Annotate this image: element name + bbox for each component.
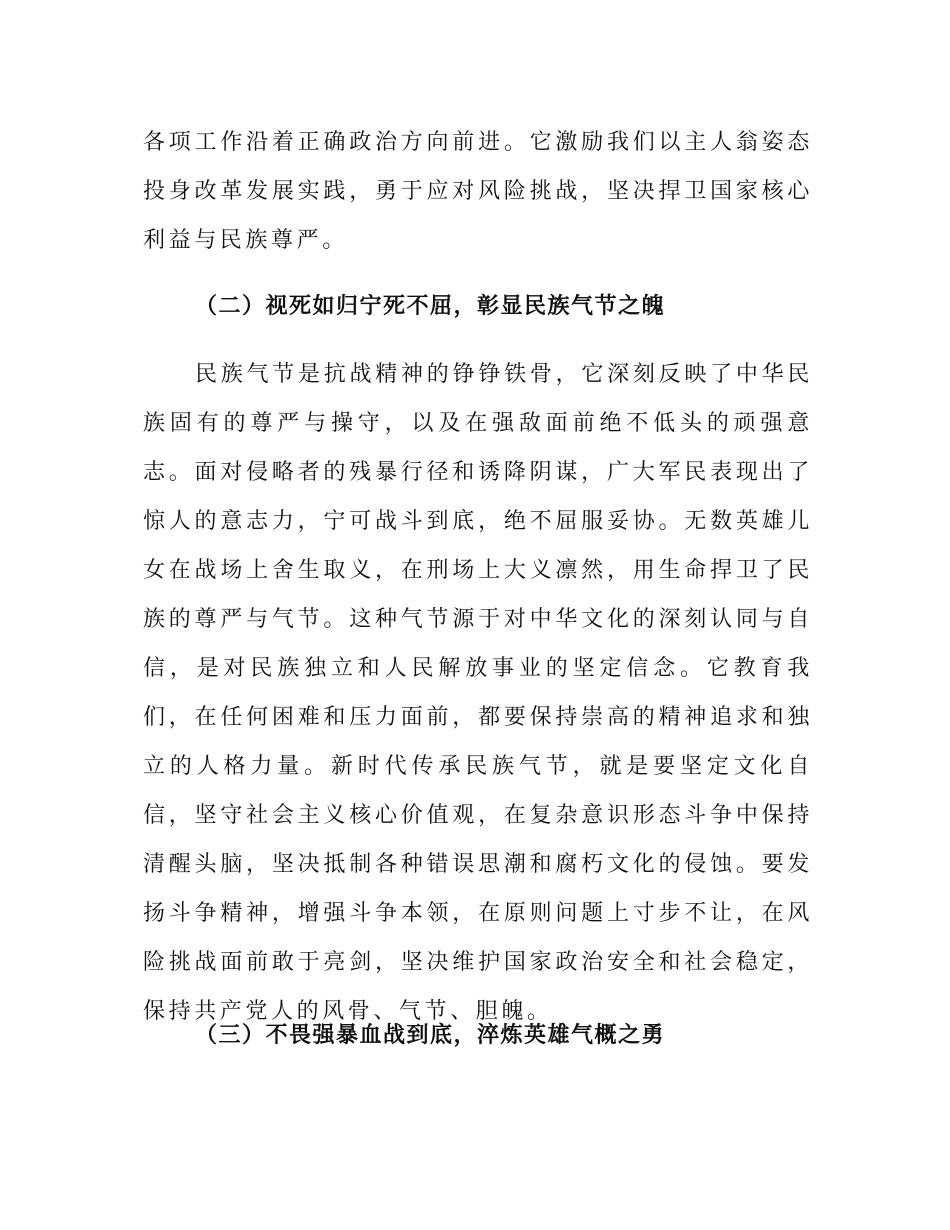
paragraph-continuation: 各项工作沿着正确政治方向前进。它激励我们以主人翁姿态投身改革发展实践，勇于应对风险挑战，坚决捍卫国家核心利益与民族尊严。 — [143, 130, 813, 253]
section-heading-3: （三）不畏强暴血战到底，淬炼英雄气概之勇 — [195, 1023, 666, 1048]
paragraph-national-integrity: 民族气节是抗战精神的铮铮铁骨，它深刻反映了中华民族固有的尊严与操守，以及在强敌面前绝不低头的顽强意志。面对侵略者的残暴行径和诱降阴谋，广大军民表现出了惊人的意志力，宁可战斗到底，绝不屈服妥协。无数英雄儿女在战场上舍生取义，在刑场上大义凛然，用生命捍卫了民族的尊严与气节。这种气节源于对中华文化的深刻认同与自信，是对民族独立和人民解放事业的坚定信念。它教育我们，在任何困难和压力面前，都要保持崇高的精神追求和独立的人格力量。新时代传承民族气节，就是要坚定文化自信，坚守社会主义核心价值观，在复杂意识形态斗争中保持清醒头脑，坚决抵制各种错误思潮和腐朽文化的侵蚀。要发扬斗争精神，增强斗争本领，在原则问题上寸步不让，在风险挑战面前敢于亮剑，坚决维护国家政治安全和社会稳定，保持共产党人的风骨、气节、胆魄。 — [143, 362, 813, 1024]
section-heading-2: （二）视死如归宁死不屈，彰显民族气节之魄 — [195, 294, 666, 319]
